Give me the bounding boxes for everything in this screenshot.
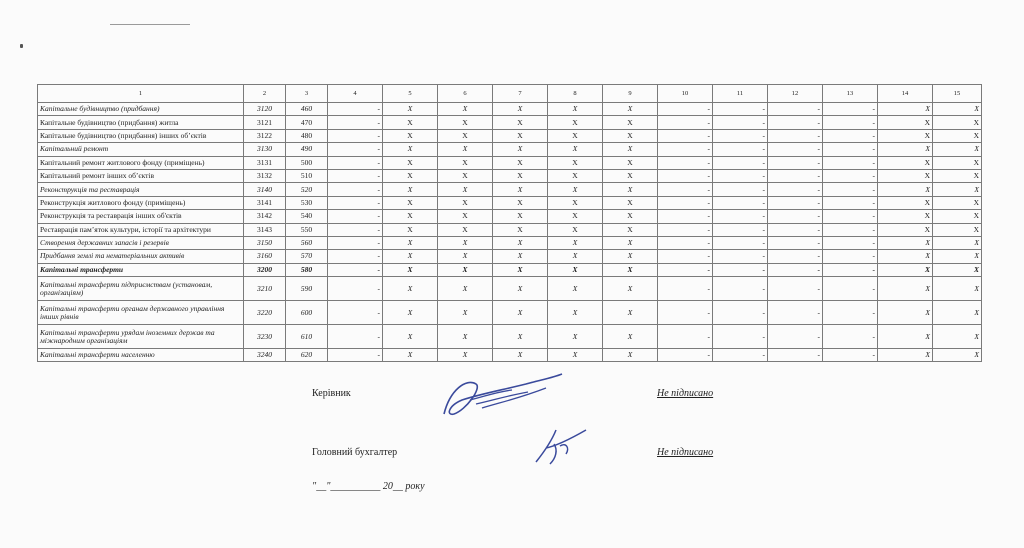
row-cell: X — [878, 103, 933, 116]
row-cell: X — [383, 325, 438, 349]
row-line-code: 560 — [286, 236, 328, 249]
accountant-signature-status: Не підписано — [657, 447, 714, 458]
row-code: 3132 — [244, 169, 286, 182]
table-row — [38, 301, 982, 325]
column-number: 2 — [244, 85, 286, 103]
row-cell: X — [878, 223, 933, 236]
row-cell: - — [658, 183, 713, 196]
row-cell: X — [548, 196, 603, 209]
row-name: Капітальний ремонт житлового фонду (приміщень) — [38, 156, 244, 169]
row-cell: X — [933, 129, 982, 142]
row-cell: X — [438, 129, 493, 142]
row-cell: - — [768, 183, 823, 196]
row-cell: - — [768, 210, 823, 223]
row-cell: X — [438, 183, 493, 196]
row-cell: X — [438, 325, 493, 349]
table-row — [38, 250, 982, 263]
row-cell: X — [493, 210, 548, 223]
column-number: 14 — [878, 85, 933, 103]
row-line-code: 600 — [286, 301, 328, 325]
row-cell: X — [493, 169, 548, 182]
row-cell: - — [823, 325, 878, 349]
row-cell: - — [823, 301, 878, 325]
row-cell: - — [713, 349, 768, 362]
row-line-code: 490 — [286, 143, 328, 156]
row-cell: X — [438, 223, 493, 236]
column-number: 8 — [548, 85, 603, 103]
row-code: 3200 — [244, 263, 286, 276]
row-cell: - — [768, 301, 823, 325]
row-cell: X — [383, 277, 438, 301]
row-cell: - — [328, 325, 383, 349]
row-cell: - — [768, 103, 823, 116]
row-cell: X — [383, 263, 438, 276]
row-cell: X — [438, 277, 493, 301]
row-cell: X — [878, 169, 933, 182]
row-cell: X — [493, 236, 548, 249]
row-cell: X — [603, 263, 658, 276]
row-cell: X — [438, 116, 493, 129]
row-code: 3141 — [244, 196, 286, 209]
row-cell: - — [658, 116, 713, 129]
row-line-code: 570 — [286, 250, 328, 263]
row-code: 3150 — [244, 236, 286, 249]
row-cell: X — [383, 103, 438, 116]
row-name: Реставрація пам’яток культури, історії та архітектури — [38, 223, 244, 236]
accountant-label: Головний бухгалтер — [312, 447, 398, 458]
row-cell: X — [603, 301, 658, 325]
row-cell: X — [603, 183, 658, 196]
row-code: 3240 — [244, 349, 286, 362]
row-name: Капітальні трансферти урядам іноземних держав та міжнародним організаціям — [38, 325, 244, 349]
row-cell: X — [878, 236, 933, 249]
row-cell: - — [658, 143, 713, 156]
row-cell: - — [658, 349, 713, 362]
row-cell: - — [658, 196, 713, 209]
row-cell: - — [328, 210, 383, 223]
accountant-signature-image — [526, 424, 590, 466]
row-cell: - — [658, 250, 713, 263]
row-cell: X — [548, 236, 603, 249]
table-row — [38, 103, 982, 116]
row-cell: X — [933, 250, 982, 263]
row-cell: - — [658, 169, 713, 182]
row-line-code: 480 — [286, 129, 328, 142]
row-cell: X — [933, 277, 982, 301]
row-cell: X — [933, 143, 982, 156]
row-cell: - — [713, 129, 768, 142]
row-code: 3143 — [244, 223, 286, 236]
row-cell: - — [823, 223, 878, 236]
row-cell: - — [658, 223, 713, 236]
row-name: Капітальні трансферти органам державного управління інших рівнів — [38, 301, 244, 325]
row-line-code: 500 — [286, 156, 328, 169]
row-cell: - — [823, 349, 878, 362]
row-cell: X — [933, 223, 982, 236]
row-cell: - — [658, 156, 713, 169]
row-code: 3160 — [244, 250, 286, 263]
row-name: Створення державних запасів і резервів — [38, 236, 244, 249]
row-cell: X — [548, 250, 603, 263]
row-cell: - — [823, 196, 878, 209]
row-cell: - — [328, 263, 383, 276]
row-cell: - — [713, 210, 768, 223]
row-cell: X — [933, 183, 982, 196]
row-cell: X — [603, 277, 658, 301]
row-cell: - — [713, 103, 768, 116]
row-cell: - — [768, 223, 823, 236]
row-cell: X — [493, 263, 548, 276]
row-cell: X — [438, 156, 493, 169]
row-cell: X — [933, 301, 982, 325]
row-code: 3130 — [244, 143, 286, 156]
row-line-code: 540 — [286, 210, 328, 223]
row-cell: X — [493, 129, 548, 142]
table-row — [38, 143, 982, 156]
table-row — [38, 156, 982, 169]
row-cell: - — [658, 263, 713, 276]
row-cell: - — [713, 196, 768, 209]
column-number: 5 — [383, 85, 438, 103]
row-cell: X — [438, 143, 493, 156]
row-cell: X — [603, 143, 658, 156]
row-cell: - — [713, 250, 768, 263]
row-cell: - — [658, 103, 713, 116]
row-code: 3220 — [244, 301, 286, 325]
row-cell: X — [548, 263, 603, 276]
row-cell: X — [493, 349, 548, 362]
row-cell: - — [328, 196, 383, 209]
row-cell: X — [493, 301, 548, 325]
table-row — [38, 325, 982, 349]
row-cell: - — [328, 143, 383, 156]
row-cell: X — [438, 196, 493, 209]
row-cell: - — [823, 143, 878, 156]
row-cell: - — [713, 325, 768, 349]
row-name: Капітальні трансферти підприємствам (установам, організаціям) — [38, 277, 244, 301]
row-cell: - — [768, 169, 823, 182]
column-number: 13 — [823, 85, 878, 103]
row-cell: X — [548, 223, 603, 236]
row-cell: X — [438, 103, 493, 116]
row-cell: X — [383, 223, 438, 236]
row-cell: X — [603, 325, 658, 349]
row-cell: - — [328, 301, 383, 325]
row-cell: X — [548, 325, 603, 349]
table-row — [38, 116, 982, 129]
row-cell: X — [878, 325, 933, 349]
row-cell: X — [493, 196, 548, 209]
row-cell: X — [933, 263, 982, 276]
row-line-code: 460 — [286, 103, 328, 116]
row-cell: - — [328, 129, 383, 142]
row-cell: - — [328, 169, 383, 182]
row-cell: X — [878, 116, 933, 129]
row-cell: X — [438, 210, 493, 223]
row-cell: - — [713, 169, 768, 182]
row-name: Реконструкція та реставрація — [38, 183, 244, 196]
row-cell: - — [328, 236, 383, 249]
row-cell: X — [383, 183, 438, 196]
row-cell: - — [768, 277, 823, 301]
row-cell: X — [933, 156, 982, 169]
row-name: Придбання землі та нематеріальних активів — [38, 250, 244, 263]
row-cell: - — [823, 156, 878, 169]
row-cell: X — [878, 301, 933, 325]
row-cell: - — [823, 129, 878, 142]
row-cell: X — [878, 143, 933, 156]
row-cell: X — [493, 183, 548, 196]
row-code: 3140 — [244, 183, 286, 196]
row-cell: X — [878, 196, 933, 209]
row-cell: X — [933, 236, 982, 249]
row-cell: X — [603, 169, 658, 182]
table-row — [38, 277, 982, 301]
row-cell: - — [328, 349, 383, 362]
row-cell: X — [383, 143, 438, 156]
row-cell: X — [603, 156, 658, 169]
row-cell: - — [823, 277, 878, 301]
column-number: 6 — [438, 85, 493, 103]
row-line-code: 590 — [286, 277, 328, 301]
row-cell: - — [823, 116, 878, 129]
row-cell: - — [768, 129, 823, 142]
row-cell: X — [603, 129, 658, 142]
row-cell: - — [768, 250, 823, 263]
table-row — [38, 196, 982, 209]
row-cell: - — [658, 210, 713, 223]
row-cell: X — [548, 169, 603, 182]
table-row — [38, 236, 982, 249]
row-cell: X — [383, 116, 438, 129]
row-cell: - — [328, 183, 383, 196]
row-cell: X — [548, 129, 603, 142]
row-cell: - — [713, 183, 768, 196]
row-cell: X — [603, 223, 658, 236]
table-row — [38, 129, 982, 142]
row-cell: - — [768, 156, 823, 169]
row-cell: X — [548, 301, 603, 325]
row-cell: X — [603, 250, 658, 263]
row-cell: - — [328, 156, 383, 169]
column-number: 7 — [493, 85, 548, 103]
row-cell: X — [548, 210, 603, 223]
row-cell: - — [823, 236, 878, 249]
row-cell: X — [878, 129, 933, 142]
row-cell: X — [548, 349, 603, 362]
head-signature-image — [436, 370, 568, 422]
row-name: Капітальні трансферти — [38, 263, 244, 276]
row-cell: - — [658, 301, 713, 325]
row-cell: X — [438, 301, 493, 325]
row-cell: X — [548, 116, 603, 129]
row-code: 3122 — [244, 129, 286, 142]
row-line-code: 550 — [286, 223, 328, 236]
scan-artifact-dot — [20, 44, 23, 48]
column-number: 10 — [658, 85, 713, 103]
row-name: Капітальний ремонт інших об’єктів — [38, 169, 244, 182]
row-cell: X — [383, 129, 438, 142]
row-name: Капітальне будівництво (придбання) інших об’єктів — [38, 129, 244, 142]
table-row — [38, 223, 982, 236]
column-number: 9 — [603, 85, 658, 103]
row-cell: X — [438, 169, 493, 182]
row-cell: - — [328, 103, 383, 116]
row-line-code: 620 — [286, 349, 328, 362]
row-cell: X — [878, 183, 933, 196]
row-name: Капітальне будівництво (придбання) житла — [38, 116, 244, 129]
row-cell: X — [383, 349, 438, 362]
row-name: Капітальні трансферти населенню — [38, 349, 244, 362]
row-cell: - — [713, 223, 768, 236]
row-cell: - — [328, 250, 383, 263]
row-name: Капітальний ремонт — [38, 143, 244, 156]
row-cell: - — [713, 143, 768, 156]
scan-artifact-line — [110, 24, 190, 25]
row-name: Капітальне будівництво (придбання) — [38, 103, 244, 116]
row-line-code: 510 — [286, 169, 328, 182]
row-cell: - — [328, 116, 383, 129]
column-number: 15 — [933, 85, 982, 103]
row-cell: - — [823, 183, 878, 196]
row-cell: - — [823, 250, 878, 263]
row-line-code: 610 — [286, 325, 328, 349]
row-cell: X — [878, 210, 933, 223]
row-cell: X — [383, 196, 438, 209]
column-number: 4 — [328, 85, 383, 103]
row-cell: X — [493, 156, 548, 169]
row-cell: - — [658, 236, 713, 249]
date-line: "__"__________ 20__ року — [312, 481, 425, 492]
row-cell: - — [713, 236, 768, 249]
row-cell: X — [438, 250, 493, 263]
table-row — [38, 183, 982, 196]
row-cell: - — [823, 169, 878, 182]
row-cell: - — [768, 116, 823, 129]
row-name: Реконструкція та реставрація інших об'єктів — [38, 210, 244, 223]
column-number: 1 — [38, 85, 244, 103]
row-cell: - — [328, 223, 383, 236]
row-cell: X — [933, 196, 982, 209]
row-cell: X — [438, 263, 493, 276]
row-cell: - — [768, 143, 823, 156]
row-cell: X — [548, 103, 603, 116]
row-name: Реконструкція житлового фонду (приміщень) — [38, 196, 244, 209]
head-signature-status: Не підписано — [657, 388, 714, 399]
row-cell: - — [658, 277, 713, 301]
row-cell: - — [713, 277, 768, 301]
row-cell: X — [878, 156, 933, 169]
row-cell: X — [383, 301, 438, 325]
row-cell: X — [493, 277, 548, 301]
row-cell: X — [383, 156, 438, 169]
row-cell: X — [493, 325, 548, 349]
row-cell: X — [493, 250, 548, 263]
row-cell: X — [383, 250, 438, 263]
row-cell: X — [603, 210, 658, 223]
row-cell: X — [603, 236, 658, 249]
row-cell: - — [768, 196, 823, 209]
column-number: 12 — [768, 85, 823, 103]
row-cell: X — [933, 325, 982, 349]
row-line-code: 520 — [286, 183, 328, 196]
row-cell: - — [768, 236, 823, 249]
row-cell: X — [493, 223, 548, 236]
row-cell: X — [933, 210, 982, 223]
row-cell: - — [823, 103, 878, 116]
row-cell: X — [548, 183, 603, 196]
row-code: 3230 — [244, 325, 286, 349]
row-cell: X — [933, 169, 982, 182]
row-cell: - — [713, 301, 768, 325]
row-cell: X — [878, 250, 933, 263]
column-number: 11 — [713, 85, 768, 103]
row-cell: X — [383, 210, 438, 223]
row-line-code: 530 — [286, 196, 328, 209]
row-code: 3131 — [244, 156, 286, 169]
row-cell: X — [383, 169, 438, 182]
row-cell: X — [383, 236, 438, 249]
row-cell: X — [548, 277, 603, 301]
row-cell: X — [933, 103, 982, 116]
row-code: 3142 — [244, 210, 286, 223]
table-row — [38, 263, 982, 276]
row-cell: - — [713, 263, 768, 276]
row-code: 3120 — [244, 103, 286, 116]
row-line-code: 470 — [286, 116, 328, 129]
row-cell: - — [658, 325, 713, 349]
table-row — [38, 169, 982, 182]
capital-expenditure-table — [37, 84, 982, 362]
row-cell: - — [328, 277, 383, 301]
table-row — [38, 210, 982, 223]
row-cell: X — [878, 277, 933, 301]
row-line-code: 580 — [286, 263, 328, 276]
row-cell: X — [493, 103, 548, 116]
row-cell: - — [658, 129, 713, 142]
row-cell: X — [603, 103, 658, 116]
row-cell: - — [768, 349, 823, 362]
row-cell: X — [933, 349, 982, 362]
row-cell: X — [603, 349, 658, 362]
column-number-row — [38, 85, 982, 103]
table-row — [38, 349, 982, 362]
row-cell: - — [823, 263, 878, 276]
row-cell: - — [768, 263, 823, 276]
row-cell: X — [493, 143, 548, 156]
head-label: Керівник — [312, 388, 351, 399]
row-cell: X — [548, 156, 603, 169]
row-cell: X — [933, 116, 982, 129]
row-cell: X — [603, 196, 658, 209]
row-cell: X — [603, 116, 658, 129]
row-cell: X — [548, 143, 603, 156]
row-cell: - — [713, 156, 768, 169]
row-cell: X — [438, 349, 493, 362]
row-cell: - — [713, 116, 768, 129]
row-cell: - — [823, 210, 878, 223]
row-cell: X — [878, 263, 933, 276]
column-number: 3 — [286, 85, 328, 103]
row-cell: X — [438, 236, 493, 249]
row-cell: X — [878, 349, 933, 362]
row-code: 3121 — [244, 116, 286, 129]
row-cell: - — [768, 325, 823, 349]
row-cell: X — [493, 116, 548, 129]
row-code: 3210 — [244, 277, 286, 301]
